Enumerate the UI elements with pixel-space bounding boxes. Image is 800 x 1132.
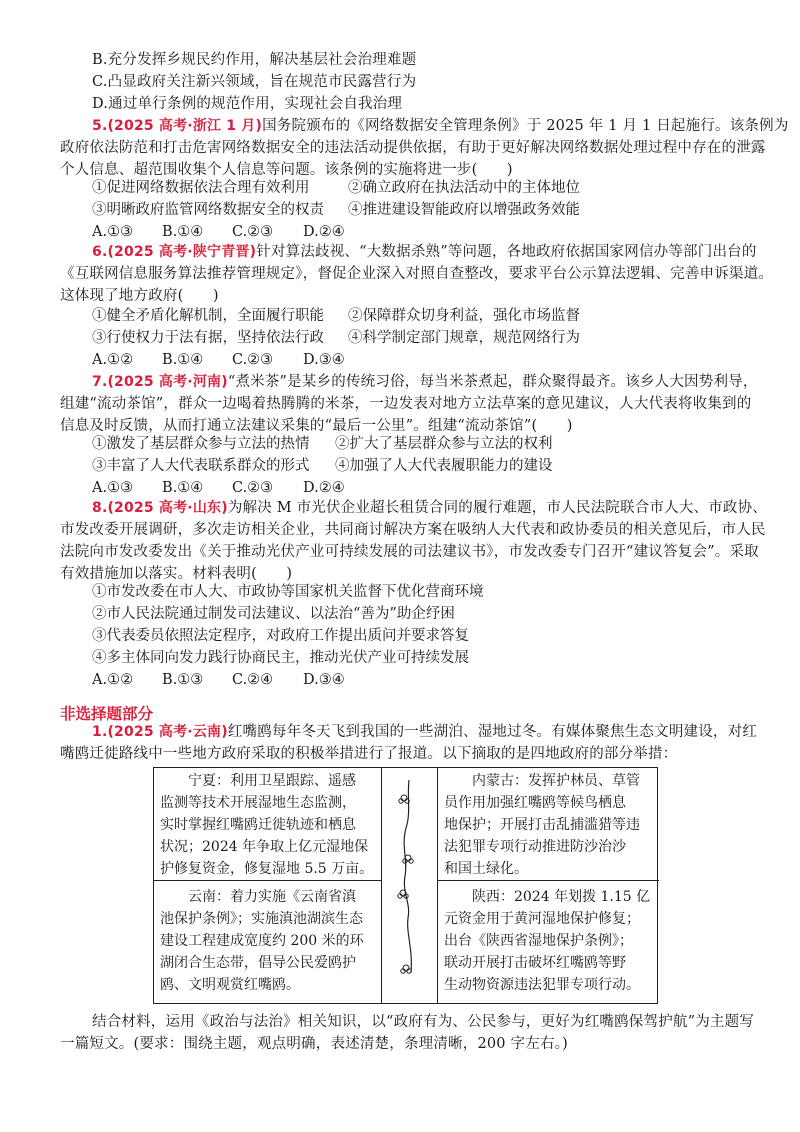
q7-statement-4: ④加强了人大代表履职能力的建设 [335,458,553,474]
q5-line-2: 政府依法防范和打击危害网络数据安全的违法活动提供依据，有助于更好解决网络数据处理过程中存在的泄露 [60,140,766,156]
q9-source: 1.(2025 高考·云南) [92,724,228,740]
cell-neimenggu: 内蒙古：发挥护林员、草管 员作用加强红嘴鸥等候鸟栖息 地保护；开展打击乱捕滥猎等违 法犯罪专项行动推进防沙治沙 和国土绿化。 [444,773,640,877]
q5-choice-c: C.②③ [232,224,274,240]
q6-choice-c: C.②③ [232,352,274,368]
bird-icon [403,855,413,863]
q6-line-3: 这体现了地方政府( ) [60,288,219,304]
q9-line-2: 嘴鸥迁徙路线中一些地方政府采取的积极举措进行了报道。以下摘取的是四地政府的部分举措： [60,746,678,762]
q6-line-1: 6.(2025 高考·陕宁青晋)针对算法歧视、“大数据杀熟”等问题，各地政府依据国家网信办等部门出台的 [92,244,757,260]
q6-statement-4: ④科学制定部门规章，规范网络行为 [348,330,580,346]
option-d: D.通过单行条例的规范作用，实现社会自我治理 [92,96,403,112]
q7-choice-c: C.②③ [232,480,274,496]
cell-ningxia: 宁夏：利用卫星跟踪、遥感 监测等技术开展湿地生态监测， 实时掌握红嘴鸥迁徙轨迹和栖息 状况；2024 年争取上亿元湿地保 护修复资金，修复湿地 5.5 万亩。 [160,773,374,877]
q5-line-3: 个人信息、超范围收集个人信息等问题。该条例的实施将进一步( ) [60,162,513,178]
cell-shaanxi: 陕西：2024 年划拨 1.15 亿 元资金用于黄河湿地保护修复； 出台《陕西省湿地保护条例》； 联动开展打击破坏红嘴鸥等野 生动物资源违法犯罪专项行动。 [444,889,651,993]
task-line-1: 结合材料，运用《政治与法治》相关知识，以“政府有为、公民参与，更好为红嘴鸥保驾护航”为主题写 [92,1014,755,1030]
section-title: 非选择题部分 [60,705,154,723]
q8-statement-2: ②市人民法院通过制发司法建议、以法治“善为”助企纾困 [92,606,455,622]
bird-icon [399,795,409,803]
q8-source: 8.(2025 高考·山东) [92,500,228,516]
q6-source: 6.(2025 高考·陕宁青晋) [92,244,257,260]
q8-statement-3: ③代表委员依照法定程序，对政府工作提出质问并要求答复 [92,628,469,644]
option-c: C.凸显政府关注新兴领域，旨在规范市民露营行为 [92,74,417,90]
q5-choice-d: D.②④ [303,224,345,240]
table-divider-right [437,768,438,1003]
q9-line-1: 1.(2025 高考·云南)红嘴鸥每年冬天飞到我国的一些湖泊、湿地过冬。有媒体聚焦生态文明建设，对红 [92,724,758,740]
q6-line-2: 《互联网信息服务算法推荐管理规定》，督促企业深入对照自查整改，要求平台公示算法逻辑、完善申诉渠道。 [60,266,774,282]
q5-choice-a: A.①③ [92,224,134,240]
q7-line-1: 7.(2025 高考·河南)“煮米茶”是某乡的传统习俗，每当米茶煮起，群众聚得最齐。该乡人大因势利导， [92,374,758,390]
q8-line-1: 8.(2025 高考·山东)为解决 M 市光伏企业超长租赁合同的履行难题，市人民法院联合市人大、市政协、 [92,500,767,516]
q5-statement-3: ③明晰政府监管网络数据安全的权责 [92,202,324,218]
q6-statement-1: ①健全矛盾化解机制，全面履行职能 [92,308,324,324]
q5-statement-1: ①促进网络数据依法合理有效利用 [92,180,310,196]
migration-route-svg [381,768,437,1005]
q8-statement-4: ④多主体同向发力践行协商民主，推动光伏产业可持续发展 [92,650,469,666]
q5-source: 5.(2025 高考·浙江 1 月) [92,118,263,134]
q5-statement-4: ④推进建设智能政府以增强政务效能 [348,202,580,218]
q8-choice-d: D.③④ [303,672,345,688]
q6-statement-2: ②保障群众切身利益，强化市场监督 [348,308,580,324]
table-divider-h-right [437,880,659,881]
cell-yunnan: 云南：着力实施《云南省滇 池保护条例》；实施滇池湖滨生态 建设工程建成宽度约 200 米的环 湖闭合生态带，倡导公民爱鸥护 鸥、文明观赏红嘴鸥。 [160,889,364,993]
q7-choice-a: A.①③ [92,480,134,496]
q7-line-2: 组建“流动茶馆”，群众一边喝着热腾腾的米茶，一边发表对地方立法草案的意见建议，人大代表将收集到的 [60,396,752,412]
q8-line-4: 有效措施加以落实。材料表明( ) [60,566,293,582]
q7-statement-2: ②扩大了基层群众参与立法的权利 [335,436,553,452]
q8-choice-b: B.①③ [162,672,204,688]
q8-choice-c: C.②④ [232,672,274,688]
q6-choice-b: B.①④ [162,352,204,368]
q6-choice-a: A.①② [92,352,134,368]
q6-choice-d: D.③④ [303,352,345,368]
q8-statement-1: ①市发改委在市人大、市政协等国家机关监督下优化营商环境 [92,584,484,600]
q7-choice-d: D.②④ [303,480,345,496]
q5-line-1: 5.(2025 高考·浙江 1 月)国务院颁布的《网络数据安全管理条例》于 2025 年 1 月 1 日起施行。该条例为 [92,118,789,134]
q8-line-2: 市发改委开展调研，多次走访相关企业，共同商讨解决方案在吸纳人大代表和政协委员的相关意见后，市人民 [60,522,766,538]
migration-route-map [381,768,437,1003]
q8-choice-a: A.①② [92,672,134,688]
route-line [404,780,411,973]
q7-source: 7.(2025 高考·河南) [92,374,228,390]
q8-line-3: 法院向市发改委发出《关于推动光伏产业可持续发展的司法建议书》，市发改委专门召开“建议答复会”。采取 [60,544,759,560]
q7-statement-1: ①激发了基层群众参与立法的热情 [92,436,310,452]
option-b: B.充分发挥乡规民约作用，解决基层社会治理难题 [92,52,417,68]
q7-statement-3: ③丰富了人大代表联系群众的形式 [92,458,310,474]
q5-statement-2: ②确立政府在执法活动中的主体地位 [348,180,580,196]
material-table [153,767,658,1004]
q7-choice-b: B.①④ [162,480,204,496]
table-divider-h-left [154,880,381,881]
bird-icon [401,965,411,973]
q7-line-3: 信息及时反馈，从而打通立法建议采集的“最后一公里”。组建“流动茶馆”( ) [60,418,573,434]
q6-statement-3: ③行使权力于法有据，坚持依法行政 [92,330,324,346]
task-line-2: 一篇短文。(要求：围绕主题，观点明确，表述清楚，条理清晰，200 字左右。) [60,1036,568,1052]
q5-choice-b: B.①④ [162,224,204,240]
